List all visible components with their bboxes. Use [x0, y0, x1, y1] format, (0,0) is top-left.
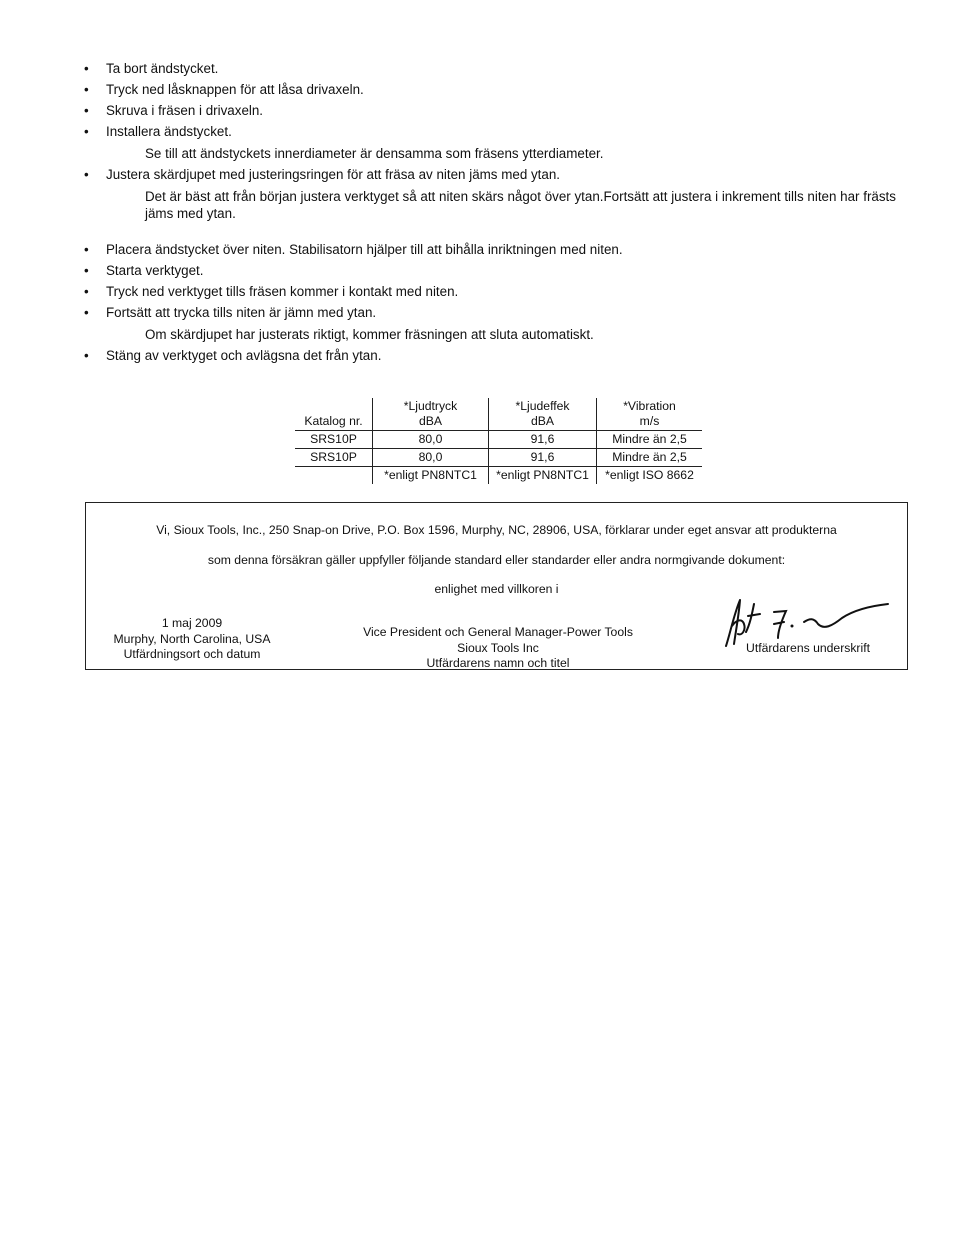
declaration-box [85, 502, 908, 670]
table-row [295, 449, 702, 467]
table-cell: 80,0 [373, 431, 489, 449]
header-ljudtryck: *Ljudtryck dBA [373, 398, 489, 431]
table-cell: Mindre än 2,5 [597, 449, 703, 467]
table-cell: SRS10P [295, 431, 373, 449]
issue-place-label: Utfärdningsort och datum [123, 647, 261, 661]
list-item-note: Det är bäst att från början justera verktyget så att niten skärs något över ytan.Fortsätt att justera i inkrement tills niten har frästs jäms med ytan. [145, 189, 896, 221]
spec-table [295, 398, 702, 484]
table-row [295, 431, 702, 449]
footnote-vibration: *enligt ISO 8662 [597, 467, 703, 485]
issuer-name-title [308, 625, 688, 672]
list-item-note: Se till att ändstyckets innerdiameter är densamma som fräsens ytterdiameter. [145, 146, 604, 161]
list-item: • Ta bort ändstycket. [84, 61, 914, 77]
table-footnote-row [295, 467, 702, 485]
declaration-line-2: som denna försäkran gäller uppfyller följande standard eller standarder eller andra normgivande dokument: [207, 553, 786, 567]
table-cell: 91,6 [489, 449, 597, 467]
header-vibration: *Vibration m/s [597, 398, 703, 431]
list-item: • Tryck ned låsknappen för att låsa drivaxeln. [84, 82, 914, 98]
list-item: • Installera ändstycket. [84, 124, 914, 140]
table-cell: SRS10P [295, 449, 373, 467]
table-cell [295, 467, 373, 485]
table-header-row [295, 398, 702, 431]
issue-date: 1 maj 2009 [161, 616, 223, 630]
list-item: • Fortsätt att trycka tills niten är jämn med ytan. [84, 305, 914, 321]
declaration-line-3: enlighet med villkoren i [434, 582, 559, 596]
footnote-ljudeffek: *enligt PN8NTC1 [489, 467, 597, 485]
list-item: • Justera skärdjupet med justeringsringen för att fräsa av niten jäms med ytan. [84, 167, 914, 183]
list-item: • Starta verktyget. [84, 263, 914, 279]
list-item-note: Om skärdjupet har justerats riktigt, kommer fräsningen att sluta automatiskt. [145, 327, 594, 342]
issue-place-date [86, 616, 298, 663]
issue-place: Murphy, North Carolina, USA [113, 631, 271, 646]
footnote-ljudtryck: *enligt PN8NTC1 [373, 467, 489, 485]
declaration-line-1: Vi, Sioux Tools, Inc., 250 Snap-on Drive, P.O. Box 1596, Murphy, NC, 28906, USA, förklarar under eget ansvar att produkterna [156, 523, 837, 537]
signature-label: Utfärdarens underskrift [746, 641, 870, 655]
issuer-title: Vice President och General Manager-Power Tools [363, 625, 633, 639]
instruction-list [84, 61, 914, 369]
list-item: • Skruva i fräsen i drivaxeln. [84, 103, 914, 119]
issuer-title-label: Utfärdarens namn och titel [426, 656, 570, 670]
table-cell: Mindre än 2,5 [597, 431, 703, 449]
header-ljudeffek: *Ljudeffek dBA [489, 398, 597, 431]
header-katalog: Katalog nr. [295, 398, 373, 431]
table-cell: 80,0 [373, 449, 489, 467]
table-cell: 91,6 [489, 431, 597, 449]
list-item: • Placera ändstycket över niten. Stabilisatorn hjälper till att bihålla inriktningen med niten. [84, 242, 914, 258]
issuer-company: Sioux Tools Inc [457, 640, 539, 655]
list-item: • Stäng av verktyget och avlägsna det från ytan. [84, 348, 914, 364]
list-item: • Tryck ned verktyget tills fräsen kommer i kontakt med niten. [84, 284, 914, 300]
